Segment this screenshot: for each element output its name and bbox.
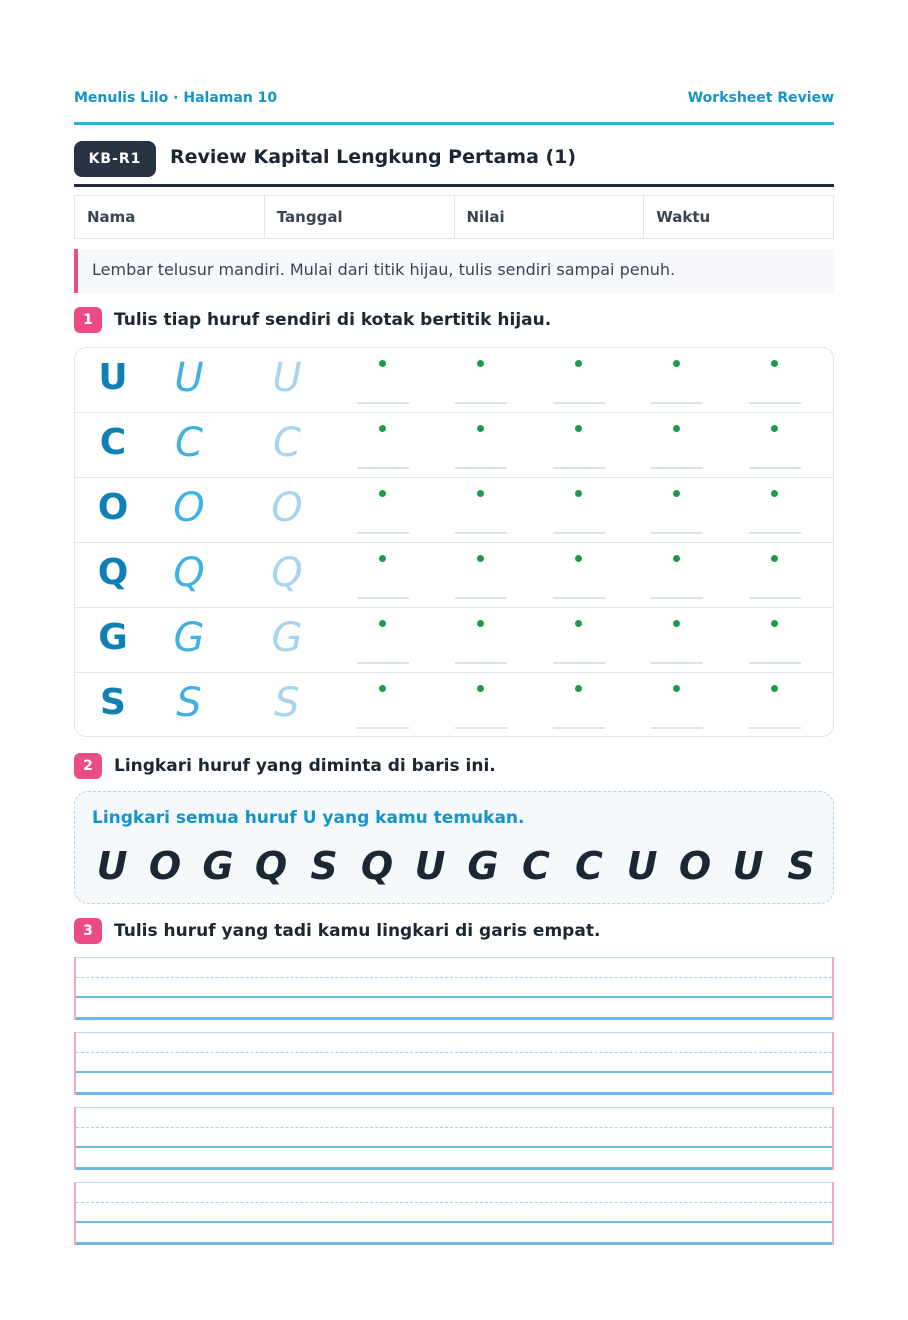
- start-dot-icon: [477, 555, 484, 562]
- baseline: [357, 402, 409, 404]
- writing-slot[interactable]: [651, 618, 703, 664]
- writing-slot[interactable]: [651, 423, 703, 469]
- circle-candidate-letter[interactable]: Q: [360, 844, 394, 888]
- worksheet-title: Review Kapital Lengkung Pertama (1): [170, 146, 577, 168]
- section-3-heading: [74, 918, 600, 944]
- baseline: [357, 597, 409, 599]
- title-bar: [74, 140, 834, 187]
- tracing-row: [75, 348, 833, 413]
- start-dot-icon: [379, 425, 386, 432]
- baseline: [455, 532, 507, 534]
- writing-slot[interactable]: [553, 553, 605, 599]
- tracing-row: [75, 608, 833, 673]
- circle-candidate-letter[interactable]: U: [626, 844, 658, 888]
- instruction-note: Lembar telusur mandiri. Mulai dari titik hijau, tulis sendiri sampai penuh.: [74, 249, 834, 293]
- start-dot-icon: [379, 490, 386, 497]
- baseline: [553, 467, 605, 469]
- start-dot-icon: [673, 425, 680, 432]
- writing-line-set[interactable]: [74, 1182, 834, 1245]
- model-letter: O: [97, 487, 129, 528]
- baseline: [357, 662, 409, 664]
- meta-field-tanggal[interactable]: Tanggal: [264, 195, 454, 239]
- writing-slot[interactable]: [357, 683, 409, 729]
- circle-task-box: [74, 791, 834, 904]
- baseline: [455, 402, 507, 404]
- start-dot-icon: [477, 425, 484, 432]
- start-dot-icon: [673, 490, 680, 497]
- model-letter: G: [98, 617, 128, 658]
- writing-slot[interactable]: [553, 423, 605, 469]
- tracing-grid: [74, 347, 834, 737]
- writing-slot[interactable]: [455, 618, 507, 664]
- header-left: Menulis Lilo · Halaman 10: [74, 90, 278, 106]
- trace-letter-light: O: [271, 485, 303, 531]
- baseline: [455, 467, 507, 469]
- writing-slot[interactable]: [749, 358, 801, 404]
- baseline: [553, 532, 605, 534]
- circle-candidate-letter[interactable]: S: [310, 844, 338, 888]
- worksheet-code-badge: KB-R1: [74, 141, 156, 177]
- baseline: [749, 727, 801, 729]
- start-dot-icon: [379, 685, 386, 692]
- baseline: [651, 727, 703, 729]
- writing-slot[interactable]: [651, 553, 703, 599]
- writing-slot[interactable]: [749, 488, 801, 534]
- section-1-heading: [74, 307, 551, 333]
- writing-slot[interactable]: [749, 683, 801, 729]
- baseline: [553, 597, 605, 599]
- baseline: [357, 532, 409, 534]
- baseline: [651, 597, 703, 599]
- section-number-badge: 1: [74, 307, 102, 333]
- model-letter: U: [98, 357, 128, 398]
- circle-candidate-letter[interactable]: G: [202, 844, 234, 888]
- writing-line-set[interactable]: [74, 957, 834, 1020]
- baseline: [749, 597, 801, 599]
- writing-slot[interactable]: [357, 488, 409, 534]
- circle-candidate-letter[interactable]: G: [467, 844, 499, 888]
- writing-slot[interactable]: [749, 423, 801, 469]
- trace-letter-dark: C: [175, 420, 203, 466]
- start-dot-icon: [673, 620, 680, 627]
- circle-candidate-letter[interactable]: C: [575, 844, 603, 888]
- start-dot-icon: [575, 620, 582, 627]
- start-dot-icon: [477, 620, 484, 627]
- start-dot-icon: [379, 555, 386, 562]
- section-2-heading: [74, 753, 496, 779]
- start-dot-icon: [771, 425, 778, 432]
- writing-slot[interactable]: [357, 618, 409, 664]
- writing-slot[interactable]: [651, 683, 703, 729]
- trace-letter-dark: Q: [173, 550, 205, 596]
- start-dot-icon: [477, 685, 484, 692]
- tracing-row: [75, 673, 833, 737]
- baseline: [651, 662, 703, 664]
- start-dot-icon: [673, 360, 680, 367]
- writing-slot[interactable]: [749, 553, 801, 599]
- circle-candidate-letter[interactable]: U: [414, 844, 446, 888]
- start-dot-icon: [771, 360, 778, 367]
- writing-slot[interactable]: [553, 358, 605, 404]
- circle-candidate-letter[interactable]: O: [678, 844, 712, 888]
- writing-line-set[interactable]: [74, 1032, 834, 1095]
- trace-letter-dark: U: [174, 355, 204, 401]
- circle-candidate-letter[interactable]: C: [522, 844, 550, 888]
- start-dot-icon: [771, 490, 778, 497]
- baseline: [455, 727, 507, 729]
- baseline: [553, 727, 605, 729]
- writing-slot[interactable]: [455, 358, 507, 404]
- meta-field-nilai[interactable]: Nilai: [454, 195, 644, 239]
- circle-candidate-letter[interactable]: O: [148, 844, 182, 888]
- circle-candidate-letter[interactable]: Q: [254, 844, 288, 888]
- meta-fields: [74, 195, 834, 239]
- trace-letter-light: G: [271, 615, 303, 661]
- section-label: Lingkari huruf yang diminta di baris ini.: [114, 756, 496, 776]
- trace-letter-light: C: [273, 420, 301, 466]
- baseline: [749, 532, 801, 534]
- trace-letter-dark: O: [173, 485, 205, 531]
- circle-candidate-letter[interactable]: U: [96, 844, 128, 888]
- section-number-badge: 2: [74, 753, 102, 779]
- start-dot-icon: [771, 555, 778, 562]
- start-dot-icon: [673, 685, 680, 692]
- baseline: [651, 532, 703, 534]
- circle-task-instruction: Lingkari semua huruf U yang kamu temukan.: [92, 808, 525, 828]
- baseline: [749, 467, 801, 469]
- start-dot-icon: [771, 685, 778, 692]
- letter-row: [89, 844, 824, 888]
- model-letter: S: [100, 682, 126, 723]
- tracing-row: [75, 478, 833, 543]
- writing-slot[interactable]: [357, 553, 409, 599]
- baseline: [553, 662, 605, 664]
- trace-letter-light: Q: [271, 550, 303, 596]
- trace-letter-dark: G: [173, 615, 205, 661]
- meta-field-waktu[interactable]: Waktu: [643, 195, 834, 239]
- baseline: [357, 727, 409, 729]
- start-dot-icon: [477, 360, 484, 367]
- writing-slot[interactable]: [455, 423, 507, 469]
- section-label: Tulis tiap huruf sendiri di kotak bertitik hijau.: [114, 310, 552, 330]
- meta-field-nama[interactable]: Nama: [74, 195, 264, 239]
- baseline: [357, 467, 409, 469]
- tracing-row: [75, 543, 833, 608]
- baseline: [651, 467, 703, 469]
- writing-slot[interactable]: [651, 488, 703, 534]
- baseline: [749, 662, 801, 664]
- writing-slot[interactable]: [651, 358, 703, 404]
- start-dot-icon: [575, 555, 582, 562]
- section-label: Tulis huruf yang tadi kamu lingkari di garis empat.: [114, 921, 601, 941]
- baseline: [455, 597, 507, 599]
- baseline: [455, 662, 507, 664]
- start-dot-icon: [379, 360, 386, 367]
- writing-slot[interactable]: [553, 488, 605, 534]
- start-dot-icon: [477, 490, 484, 497]
- start-dot-icon: [575, 425, 582, 432]
- writing-slot[interactable]: [357, 358, 409, 404]
- start-dot-icon: [771, 620, 778, 627]
- start-dot-icon: [575, 685, 582, 692]
- start-dot-icon: [575, 360, 582, 367]
- trace-letter-light: U: [272, 355, 302, 401]
- start-dot-icon: [673, 555, 680, 562]
- writing-slot[interactable]: [455, 488, 507, 534]
- circle-candidate-letter[interactable]: U: [732, 844, 764, 888]
- writing-slot[interactable]: [455, 683, 507, 729]
- writing-slot[interactable]: [749, 618, 801, 664]
- writing-line-set[interactable]: [74, 1107, 834, 1170]
- header-right: Worksheet Review: [687, 90, 834, 106]
- model-letter: C: [99, 422, 127, 463]
- writing-slot[interactable]: [455, 553, 507, 599]
- writing-slot[interactable]: [553, 618, 605, 664]
- writing-slot[interactable]: [553, 683, 605, 729]
- baseline: [651, 402, 703, 404]
- section-number-badge: 3: [74, 918, 102, 944]
- circle-candidate-letter[interactable]: S: [787, 844, 815, 888]
- page-header: [74, 90, 834, 125]
- start-dot-icon: [575, 490, 582, 497]
- trace-letter-dark: S: [176, 680, 202, 726]
- trace-letter-light: S: [274, 680, 300, 726]
- writing-slot[interactable]: [357, 423, 409, 469]
- baseline: [553, 402, 605, 404]
- model-letter: Q: [97, 552, 129, 593]
- start-dot-icon: [379, 620, 386, 627]
- tracing-row: [75, 413, 833, 478]
- baseline: [749, 402, 801, 404]
